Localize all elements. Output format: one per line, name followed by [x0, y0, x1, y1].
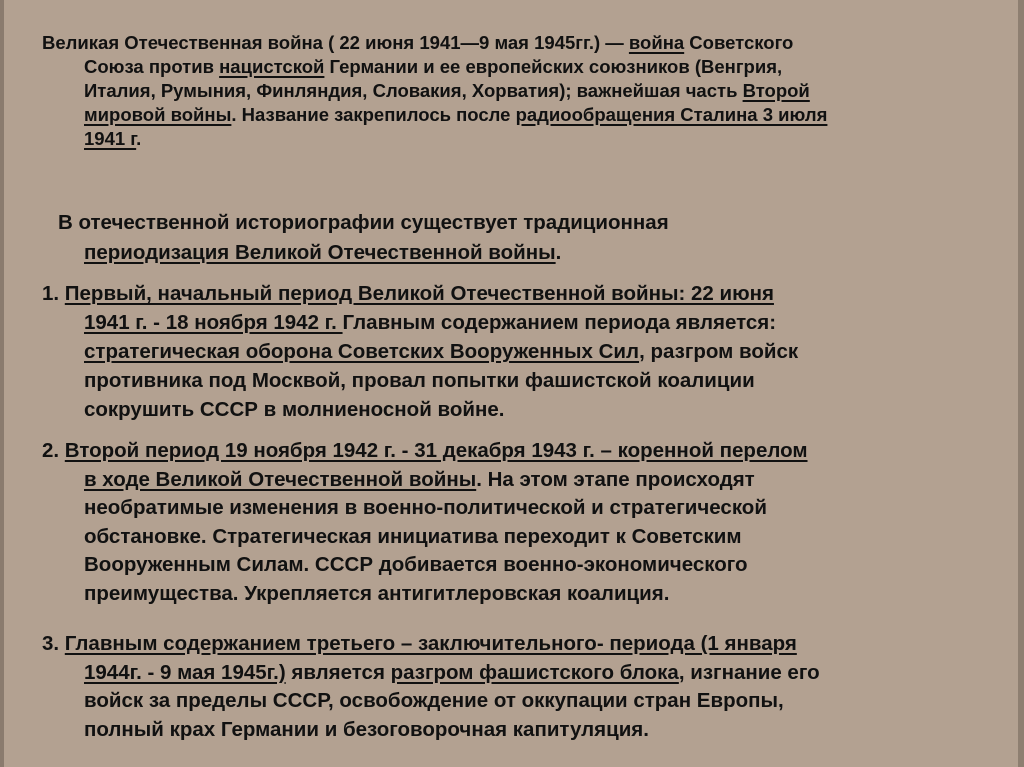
text: Великая Отечественная война ( 22 июня 1941—9 мая 1945гг.) —	[42, 32, 629, 53]
link-period-3[interactable]: Главным содержанием третьего – заключительного- периода (1 января	[64, 632, 797, 655]
text: . На этом этапе происходят	[476, 467, 755, 491]
text: полный крах Германии и безоговорочная капитуляция.	[84, 717, 649, 741]
text: противника под Москвой, провал попытки фашистской коалиции	[84, 369, 755, 392]
text: преимущества. Укрепляется антигитлеровская коалиция.	[84, 581, 670, 605]
text: . Название закрепилось после	[231, 104, 516, 125]
text: Главным содержанием периода является:	[342, 311, 777, 334]
text: .	[136, 128, 142, 149]
link-second-world-war-b[interactable]: мировой войны	[84, 104, 232, 125]
link-second-world-war-a[interactable]: Второй	[742, 80, 810, 101]
intro-paragraph	[42, 31, 992, 151]
text: Вооруженным Силам. СССР добивается военно-экономического	[84, 553, 748, 576]
item-number: 2.	[42, 439, 65, 462]
link-radio-address[interactable]: радиообращения Сталина 3 июля	[515, 104, 828, 125]
text: является	[285, 660, 391, 684]
link-fascist-bloc[interactable]: разгром фашистского блока	[390, 660, 679, 684]
text: , изгнание его	[678, 660, 820, 684]
link-strategic-defense[interactable]: стратегическая оборона Советских Вооруженных Сил	[84, 340, 640, 363]
link-period-3-dates[interactable]: 1944г. - 9 мая 1945г.)	[84, 660, 286, 684]
period-3-item	[42, 630, 992, 744]
period-1-item	[42, 279, 992, 424]
text: В отечественной историографии существует традиционная	[58, 211, 669, 234]
period-2-item	[42, 437, 992, 608]
text: Италия, Румыния, Финляндия, Словакия, Хорватия); важнейшая часть	[84, 80, 743, 101]
text: обстановке. Стратегическая инициатива переходит к Советским	[84, 524, 742, 548]
slide-right-border	[1012, 0, 1024, 767]
text: , разгром войск	[639, 340, 799, 363]
text: сокрушить СССР в молниеносной войне.	[84, 398, 505, 421]
slide-left-border	[0, 0, 22, 767]
text: .	[555, 241, 562, 264]
link-war[interactable]: война	[628, 32, 685, 53]
text: Германии и ее европейских союзников (Венгрия,	[324, 56, 783, 77]
text: войск за пределы СССР, освобождение от оккупации стран Европы,	[84, 689, 784, 712]
link-period-2[interactable]: Второй период 19 ноября 1942 г. - 31 декабря 1943 г. – коренной перелом	[64, 439, 808, 462]
link-year[interactable]: 1941 г	[84, 128, 137, 149]
link-period-1[interactable]: Первый, начальный период Великой Отечественной войны: 22 июня	[64, 282, 774, 305]
item-number: 1.	[42, 282, 65, 305]
text: Союза против	[84, 56, 220, 77]
historiography-paragraph	[42, 208, 992, 268]
link-periodization[interactable]: периодизация Великой Отечественной войны	[84, 241, 556, 264]
link-period-1-dates[interactable]: 1941 г. - 18 ноября 1942 г.	[84, 311, 343, 334]
link-period-2-b[interactable]: в ходе Великой Отечественной войны	[84, 467, 477, 491]
item-number: 3.	[42, 632, 65, 655]
text: необратимые изменения в военно-политической и стратегической	[84, 496, 767, 519]
text: Советского	[684, 32, 794, 53]
link-nazi[interactable]: нацистской	[219, 56, 325, 77]
